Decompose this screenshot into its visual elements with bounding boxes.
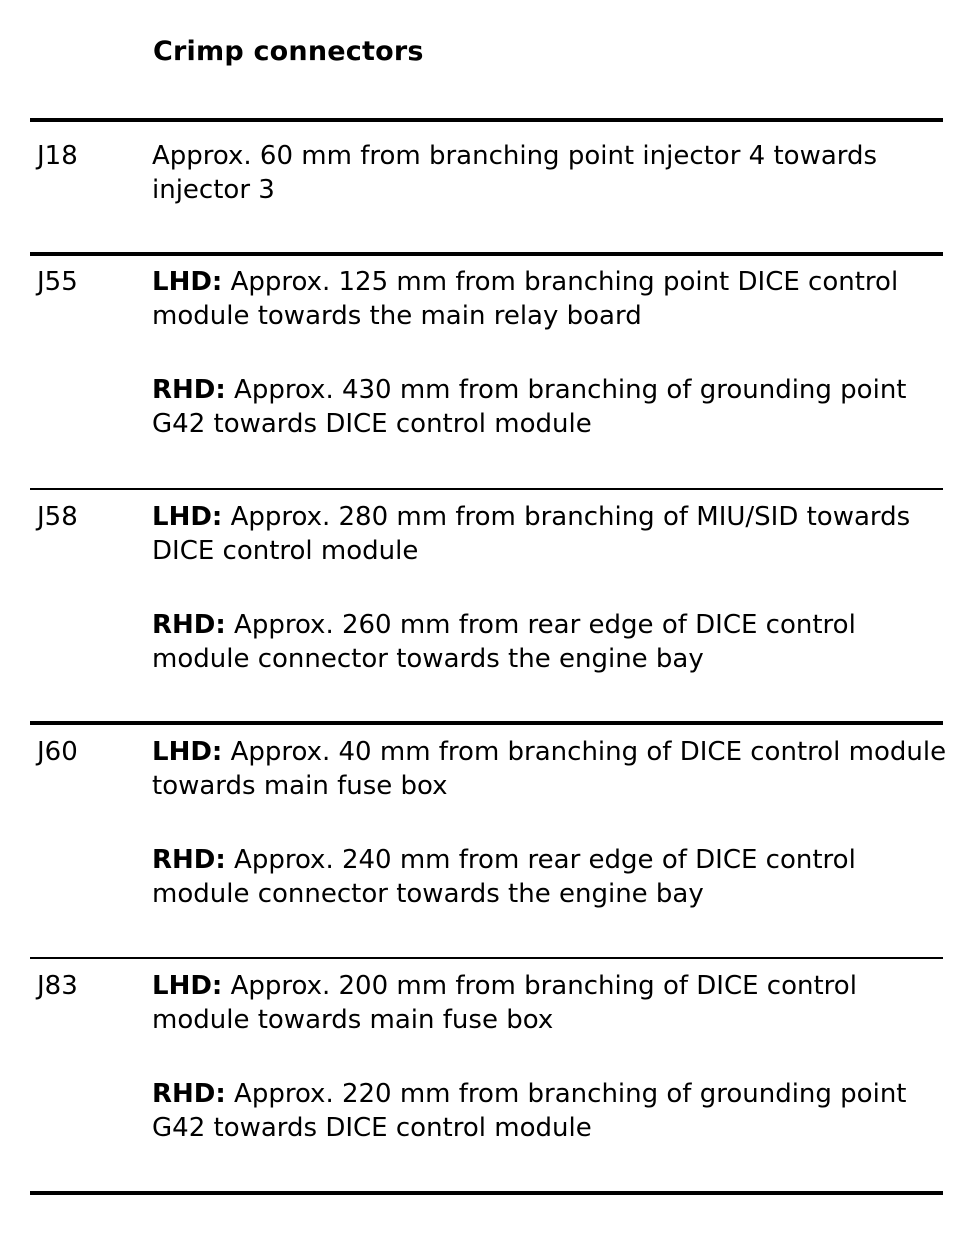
region-label: RHD: xyxy=(152,845,226,875)
table-rule-bottom xyxy=(30,1191,943,1195)
location-paragraph-lhd xyxy=(152,735,952,803)
location-paragraph-rhd xyxy=(152,373,952,441)
connector-code: J18 xyxy=(37,141,78,171)
location-text: Approx. 200 mm from branching of DICE control module towards main fuse box xyxy=(152,971,857,1035)
location-paragraph xyxy=(152,139,952,207)
table-rule xyxy=(30,488,943,490)
region-label: LHD: xyxy=(152,502,223,532)
region-label: LHD: xyxy=(152,737,223,767)
location-paragraph-rhd xyxy=(152,843,952,911)
region-label: LHD: xyxy=(152,267,223,297)
table-rule xyxy=(30,721,943,725)
location-text: Approx. 220 mm from branching of grounding point G42 towards DICE control module xyxy=(152,1079,907,1143)
connector-description xyxy=(152,969,952,1145)
location-paragraph-lhd xyxy=(152,969,952,1037)
table-rule xyxy=(30,957,943,959)
location-text: Approx. 260 mm from rear edge of DICE control module connector towards the engine bay xyxy=(152,610,856,674)
connector-code: J58 xyxy=(37,502,78,532)
region-label: RHD: xyxy=(152,375,226,405)
location-text: Approx. 40 mm from branching of DICE control module towards main fuse box xyxy=(152,737,947,801)
table-rule-top xyxy=(30,118,943,122)
location-text: Approx. 240 mm from rear edge of DICE control module connector towards the engine bay xyxy=(152,845,856,909)
location-paragraph-lhd xyxy=(152,500,952,568)
region-label: RHD: xyxy=(152,610,226,640)
region-label: LHD: xyxy=(152,971,223,1001)
region-label: RHD: xyxy=(152,1079,226,1109)
connector-code: J83 xyxy=(37,971,78,1001)
location-paragraph-lhd xyxy=(152,265,952,333)
connector-code: J60 xyxy=(37,737,78,767)
location-paragraph-rhd xyxy=(152,608,952,676)
location-text: Approx. 125 mm from branching point DICE control module towards the main relay board xyxy=(152,267,899,331)
page-title: Crimp connectors xyxy=(153,36,424,67)
connector-description xyxy=(152,735,952,911)
connector-code: J55 xyxy=(37,267,78,297)
location-text: Approx. 430 mm from branching of grounding point G42 towards DICE control module xyxy=(152,375,907,439)
location-text: Approx. 280 mm from branching of MIU/SID towards DICE control module xyxy=(152,502,911,566)
table-rule xyxy=(30,252,943,256)
location-paragraph-rhd xyxy=(152,1077,952,1145)
connector-description xyxy=(152,500,952,676)
connector-description xyxy=(152,265,952,441)
location-text: Approx. 60 mm from branching point injector 4 towards injector 3 xyxy=(152,141,878,205)
connector-description xyxy=(152,139,952,207)
